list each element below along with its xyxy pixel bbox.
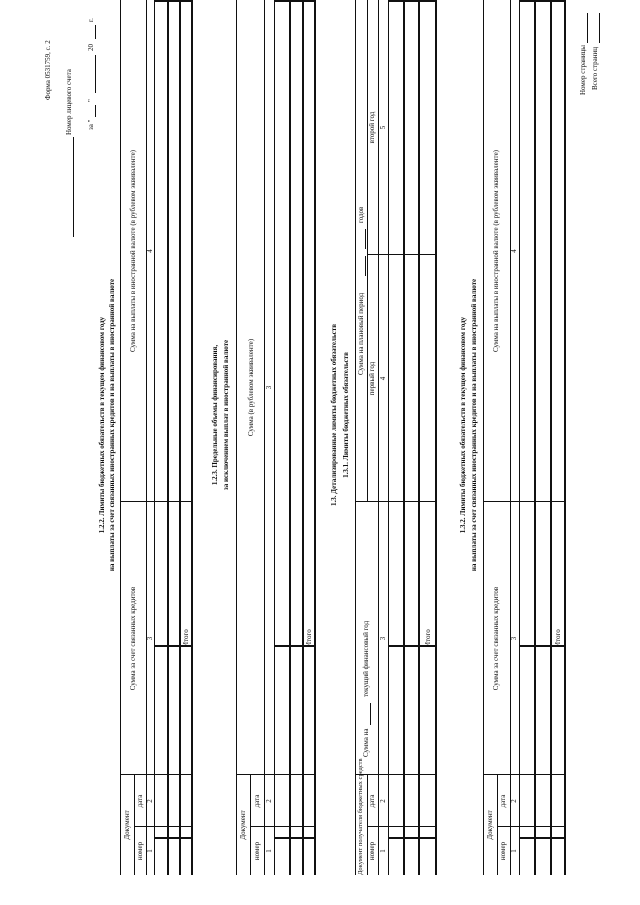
col-document: Документ — [239, 810, 247, 840]
col-num-1: 1 — [510, 849, 518, 853]
col-second-year: второй год — [368, 111, 376, 144]
col-current-year: текущий финансовый год — [362, 620, 370, 697]
col-foreign: Сумма на выплаты в иностранной валюте (в рублевом эквиваленте) — [492, 149, 500, 353]
col-document: Документ — [123, 810, 131, 840]
col-sum-on: Сумма на — [362, 728, 370, 757]
date-month-line — [95, 55, 96, 93]
col-first-year: первый год — [368, 361, 376, 396]
section-122-table — [120, 0, 192, 875]
col-planning-period: Сумма на плановый период — [357, 292, 365, 375]
date-day-line — [95, 105, 96, 117]
col-date: дата — [499, 794, 507, 808]
form-number: Форма 0531759, с. 2 — [44, 40, 52, 100]
section-131-table — [355, 0, 436, 875]
col-num-4: 4 — [146, 249, 154, 253]
page-number-label: Номер страницы — [579, 44, 587, 95]
col-num-3: 3 — [379, 636, 387, 641]
account-number-line — [73, 137, 74, 237]
col-num-5: 5 — [379, 125, 387, 130]
section-131-title: 1.3.1. Лимиты бюджетных обязательств — [342, 352, 350, 478]
col-number: номер — [253, 841, 261, 861]
col-sum: Сумма (в рублевом эквиваленте) — [247, 338, 255, 437]
total-label: Итого — [182, 629, 190, 647]
col-num-1: 1 — [146, 849, 154, 853]
col-years: годов — [357, 206, 365, 223]
planning-year-line-1 — [365, 256, 366, 276]
total-label: Итого — [305, 629, 313, 647]
section-132-title: 1.3.2. Лимиты бюджетных обязательств в текущем финансовом году — [459, 316, 467, 534]
date-quote-open: за " — [87, 119, 95, 130]
date-year-line — [95, 25, 96, 39]
section-123-title: 1.2.3. Предельные объемы финансирования, — [211, 344, 219, 486]
account-number-label: Номер лицевого счета — [65, 69, 73, 135]
section-123-subtitle: за исключением выплат в иностранной валюте — [222, 339, 230, 491]
date-quote-close: " — [87, 99, 95, 102]
col-num-3: 3 — [510, 636, 518, 641]
page-number-line — [587, 13, 588, 43]
col-num-2: 2 — [265, 799, 273, 803]
section-132-table — [483, 0, 565, 875]
col-num-1: 1 — [265, 849, 273, 853]
col-num-4: 4 — [379, 376, 387, 381]
total-pages-label: Всего страниц — [591, 46, 599, 90]
col-credits: Сумма за счет связанных кредитов — [129, 586, 137, 691]
col-num-3: 3 — [146, 636, 154, 641]
total-label: Итого — [424, 629, 432, 647]
year-blank-line — [370, 703, 371, 725]
col-num-1: 1 — [379, 849, 387, 853]
year-suffix: г. — [87, 18, 95, 22]
col-num-4: 4 — [510, 249, 518, 253]
col-date: дата — [253, 794, 261, 808]
col-num-2: 2 — [510, 799, 518, 803]
section-13-title: 1.3. Детализированные лимиты бюджетных обязательств — [330, 324, 338, 506]
col-foreign: Сумма на выплаты в иностранной валюте (в рублевом эквиваленте) — [129, 149, 137, 353]
section-132-subtitle: на выплаты за счет связанных иностранных кредитов и на выплаты в иностранной валюте — [470, 278, 478, 572]
col-num-2: 2 — [379, 799, 387, 803]
total-label: Итого — [554, 629, 562, 647]
col-number: номер — [499, 841, 507, 861]
col-num-3: 3 — [265, 385, 273, 390]
section-123-table — [236, 0, 315, 875]
col-num-2: 2 — [146, 799, 154, 803]
section-122-title: 1.2.2. Лимиты бюджетных обязательств в текущем финансовом году — [98, 316, 106, 534]
year-prefix: 20 — [87, 44, 95, 51]
col-document: Документ получателя бюджетных средств — [357, 758, 364, 875]
col-number: номер — [136, 841, 144, 861]
total-pages-line — [599, 13, 600, 43]
col-credits: Сумма за счет связанных кредитов — [492, 586, 500, 691]
planning-year-line-2 — [365, 229, 366, 249]
col-date: дата — [136, 794, 144, 808]
col-document: Документ — [486, 810, 494, 840]
col-date: дата — [368, 794, 376, 808]
section-122-subtitle: на выплаты за счет связанных иностранных кредитов и на выплаты в иностранной валюте — [108, 278, 116, 572]
col-number: номер — [368, 841, 376, 861]
